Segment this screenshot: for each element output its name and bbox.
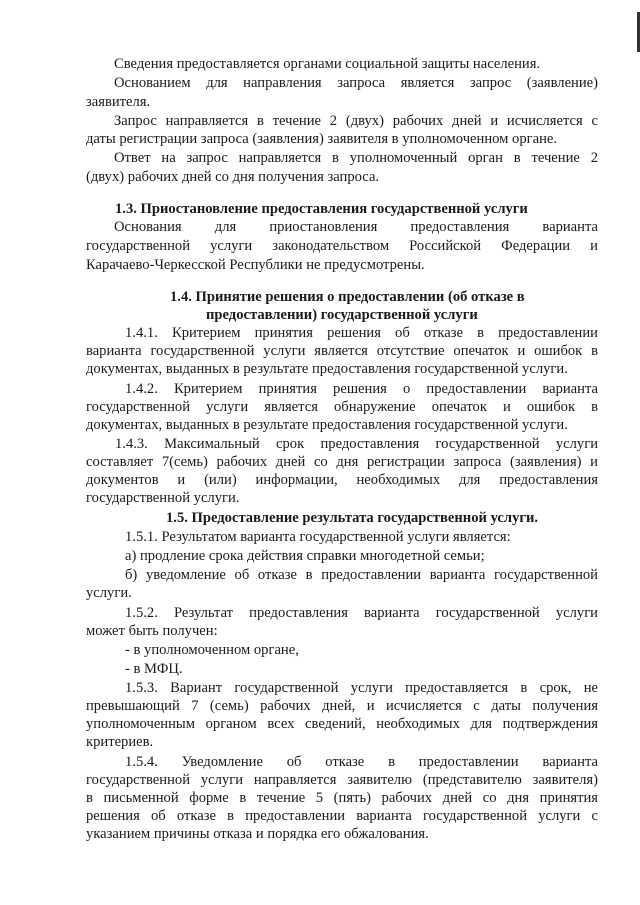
text-line: документов и (или) информации, необходимых для предоставления xyxy=(86,472,598,488)
text-line: может быть получен: xyxy=(86,623,218,639)
text-line: а) продление срока действия справки многодетной семьи; xyxy=(125,548,485,564)
section-heading-1-3: 1.3. Приостановление предоставления государственной услуги xyxy=(115,201,528,217)
text-line: б) уведомление об отказе в предоставлении варианта государственной xyxy=(125,567,598,583)
text-line: превышающий 7 (семь) рабочих дней, и исчисляется с даты получения xyxy=(86,698,598,714)
text-line: уполномоченным органом всех сведений, необходимых для подтверждения xyxy=(86,716,598,732)
list-item: - в МФЦ. xyxy=(125,661,183,677)
text-line: документах, выданных в результате предоставления государственной услуги. xyxy=(86,361,568,377)
text-line: составляет 7(семь) рабочих дней со дня регистрации запроса (заявления) и xyxy=(86,454,598,470)
section-heading-1-4: 1.4. Принятие решения о предоставлении (об отказе в xyxy=(170,289,525,305)
text-line: 1.4.3. Максимальный срок предоставления государственной услуги xyxy=(115,436,598,452)
text-line: 1.5.2. Результат предоставления варианта государственной услуги xyxy=(125,605,598,621)
text-line: Основанием для направления запроса является запрос (заявление) xyxy=(114,75,598,91)
text-line: даты регистрации запроса (заявления) заявителя в уполномоченном органе. xyxy=(86,131,558,147)
text-line: заявителя. xyxy=(86,94,151,110)
text-line: варианта государственной услуги является отсутствие опечаток и ошибок в xyxy=(86,343,598,359)
text-line: Сведения предоставляется органами социальной защиты населения. xyxy=(114,56,541,72)
text-line: Основания для приостановления предоставления варианта xyxy=(114,219,598,235)
text-line: Карачаево-Черкесской Республики не предусмотрены. xyxy=(86,257,425,273)
text-line: в письменной форме в течение 5 (пять) рабочих дней со дня принятия xyxy=(86,790,598,806)
text-line: государственной услуги является обнаружение опечаток и ошибок в xyxy=(86,399,598,415)
text-line: 1.4.1. Критерием принятия решения об отказе в предоставлении xyxy=(125,325,598,341)
text-line: государственной услуги направляется заявителю (представителю заявителя) xyxy=(86,772,598,788)
section-heading-1-5: 1.5. Предоставление результата государственной услуги. xyxy=(166,510,539,526)
text-line: (двух) рабочих дней со дня получения запроса. xyxy=(86,169,380,185)
text-line: указанием причины отказа и порядка его обжалования. xyxy=(86,826,429,842)
text-line: государственной услуги. xyxy=(86,490,240,506)
text-line: государственной услуги законодательством Российской Федерации и xyxy=(86,238,598,254)
text-line: Запрос направляется в течение 2 (двух) рабочих дней и исчисляется с xyxy=(114,113,598,129)
text-line: критериев. xyxy=(86,734,154,750)
text-line: 1.5.4. Уведомление об отказе в предоставлении варианта xyxy=(125,754,598,770)
section-heading-1-4-continued: предоставлении) государственной услуги xyxy=(206,307,478,323)
text-line: услуги. xyxy=(86,585,132,601)
text-line: документах, выданных в результате предоставления государственной услуги. xyxy=(86,417,568,433)
text-line: 1.4.2. Критерием принятия решения о предоставлении варианта xyxy=(125,381,598,397)
text-line: Ответ на запрос направляется в уполномоченный орган в течение 2 xyxy=(114,150,598,166)
text-line: решения об отказе в предоставлении варианта государственной услуги с xyxy=(86,808,598,824)
text-line: 1.5.3. Вариант государственной услуги предоставляется в срок, не xyxy=(125,680,598,696)
text-line: 1.5.1. Результатом варианта государственной услуги является: xyxy=(125,529,511,545)
list-item: - в уполномоченном органе, xyxy=(125,642,299,658)
